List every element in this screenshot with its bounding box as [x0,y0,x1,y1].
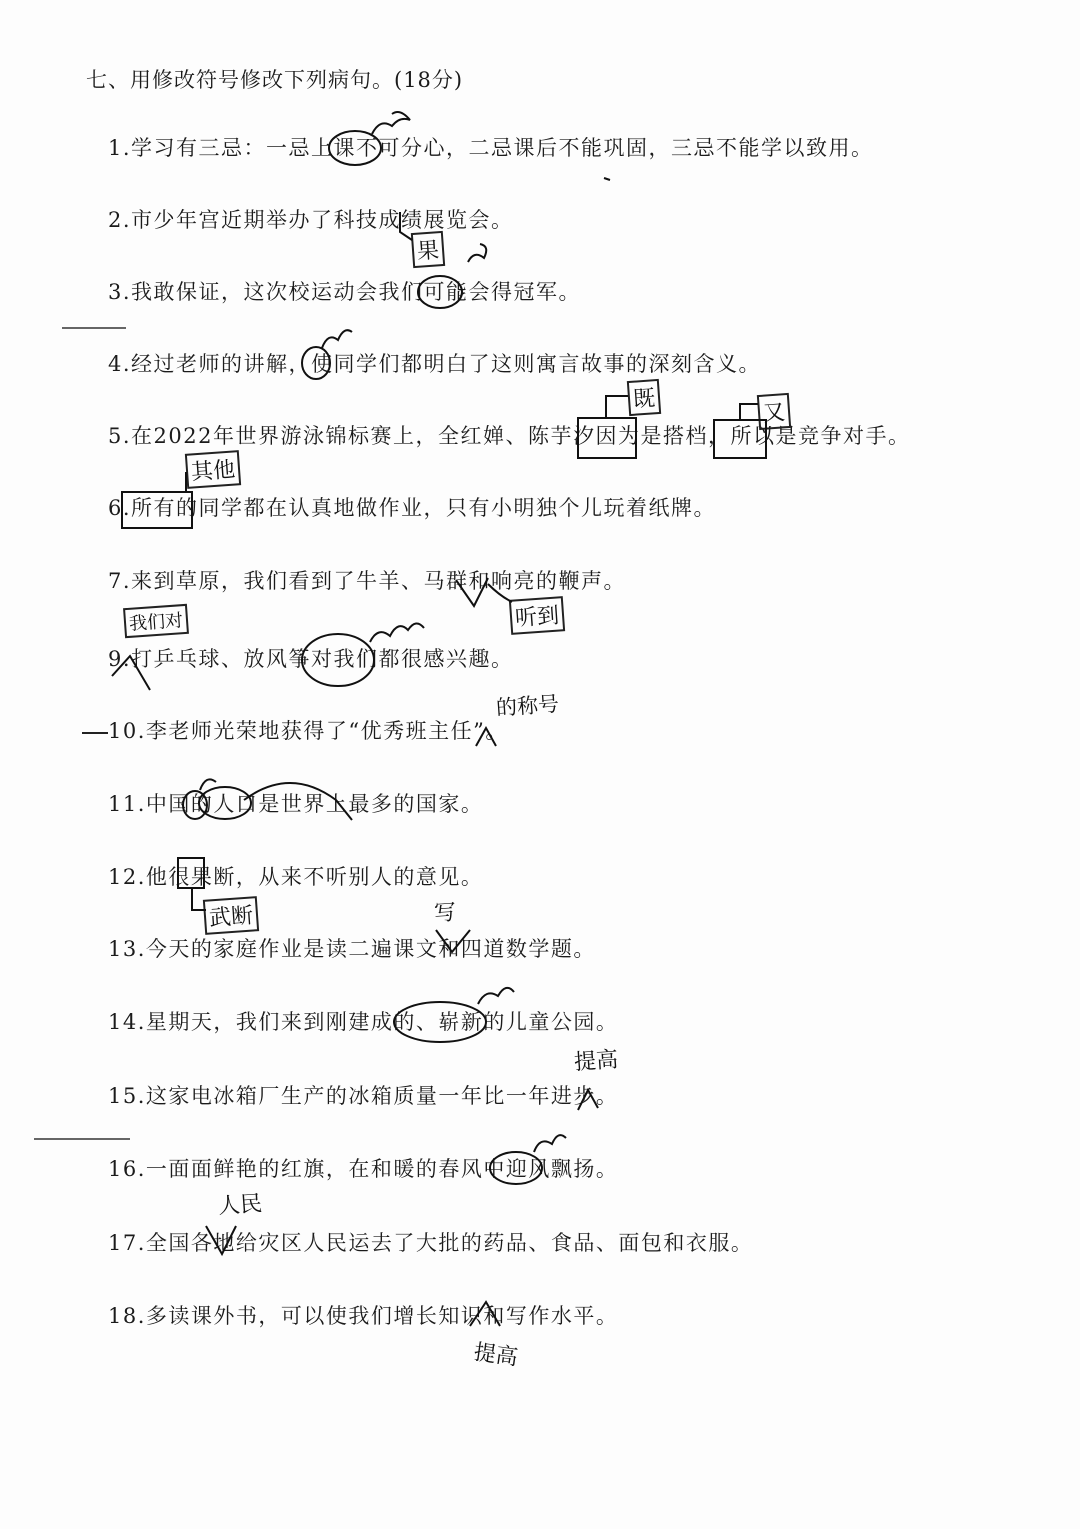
replace-line [740,404,758,420]
correction-15: 提高 [573,1047,619,1076]
sentence-5: 5.在2022年世界游泳锦标赛上，全红婵、陈芋汐因为是搭档，所以是竞争对手。 [108,424,911,448]
scan-mark [82,732,108,734]
sentence-6: 6.所有的同学都在认真地做作业，只有小明独个儿玩着纸牌。 [108,496,717,520]
sentence-17: 17.全国各地给灾区人民运去了大批的药品、食品、面包和衣服。 [108,1231,754,1255]
correction-10: 的称号 [495,691,560,721]
section-title: 七、用修改符号修改下列病句。(18分) [86,68,464,92]
sentence-13: 13.今天的家庭作业是读二遍课文和四道数学题。 [108,937,596,961]
correction-17: 人民 [217,1191,263,1220]
sentence-10: 10.李老师光荣地获得了“优秀班主任”。 [108,719,508,743]
sentence-16: 16.一面面鲜艳的红旗，在和暖的春风中迎风飘扬。 [108,1157,619,1181]
delete-curl [468,244,486,262]
correction-9: 我们对 [123,604,189,638]
sentence-15: 15.这家电冰箱厂生产的冰箱质量一年比一年进步。 [108,1084,619,1108]
replace-line [606,396,628,418]
sentence-4: 4.经过老师的讲解，使同学们都明白了这则寓言故事的深刻含义。 [108,352,762,376]
sentence-1: 1.学习有三忌：一忌上课不可分心，二忌课后不能巩固，三忌不能学以致用。 [108,136,874,160]
correction-13: 写 [433,900,458,927]
sentence-2: 2.市少年宫近期举办了科技成绩展览会。 [108,208,514,232]
correction-5b: 又 [757,393,791,430]
sentence-18: 18.多读课外书，可以使我们增长知识和写作水平。 [108,1304,619,1328]
delete-curl [322,330,352,348]
correction-12: 武断 [203,896,259,935]
correction-5a: 既 [627,379,661,416]
scan-dot [604,178,610,180]
correction-7: 听到 [509,596,565,635]
sentence-14: 14.星期天，我们来到刚建成的、崭新的儿童公园。 [108,1010,619,1034]
sentence-11: 11.中国的人口是世界上最多的国家。 [108,792,484,816]
delete-curl [534,1135,566,1152]
correction-18: 提高 [472,1340,520,1371]
delete-curl [372,112,410,134]
correction-2: 果 [411,231,445,268]
scan-mark [34,1138,130,1140]
sentence-3: 3.我敢保证，这次校运动会我们可能会得冠军。 [108,280,582,304]
delete-curl [478,988,514,1004]
sentence-7: 7.来到草原，我们看到了牛羊、马群和响亮的鞭声。 [108,569,627,593]
sentence-9: 9.打乒乓球、放风筝对我们都很感兴趣。 [108,647,514,671]
sentence-12: 12.他很果断，从来不听别人的意见。 [108,865,484,889]
scan-mark [62,327,126,329]
correction-6: 其他 [185,450,241,489]
delete-curl [370,623,424,642]
